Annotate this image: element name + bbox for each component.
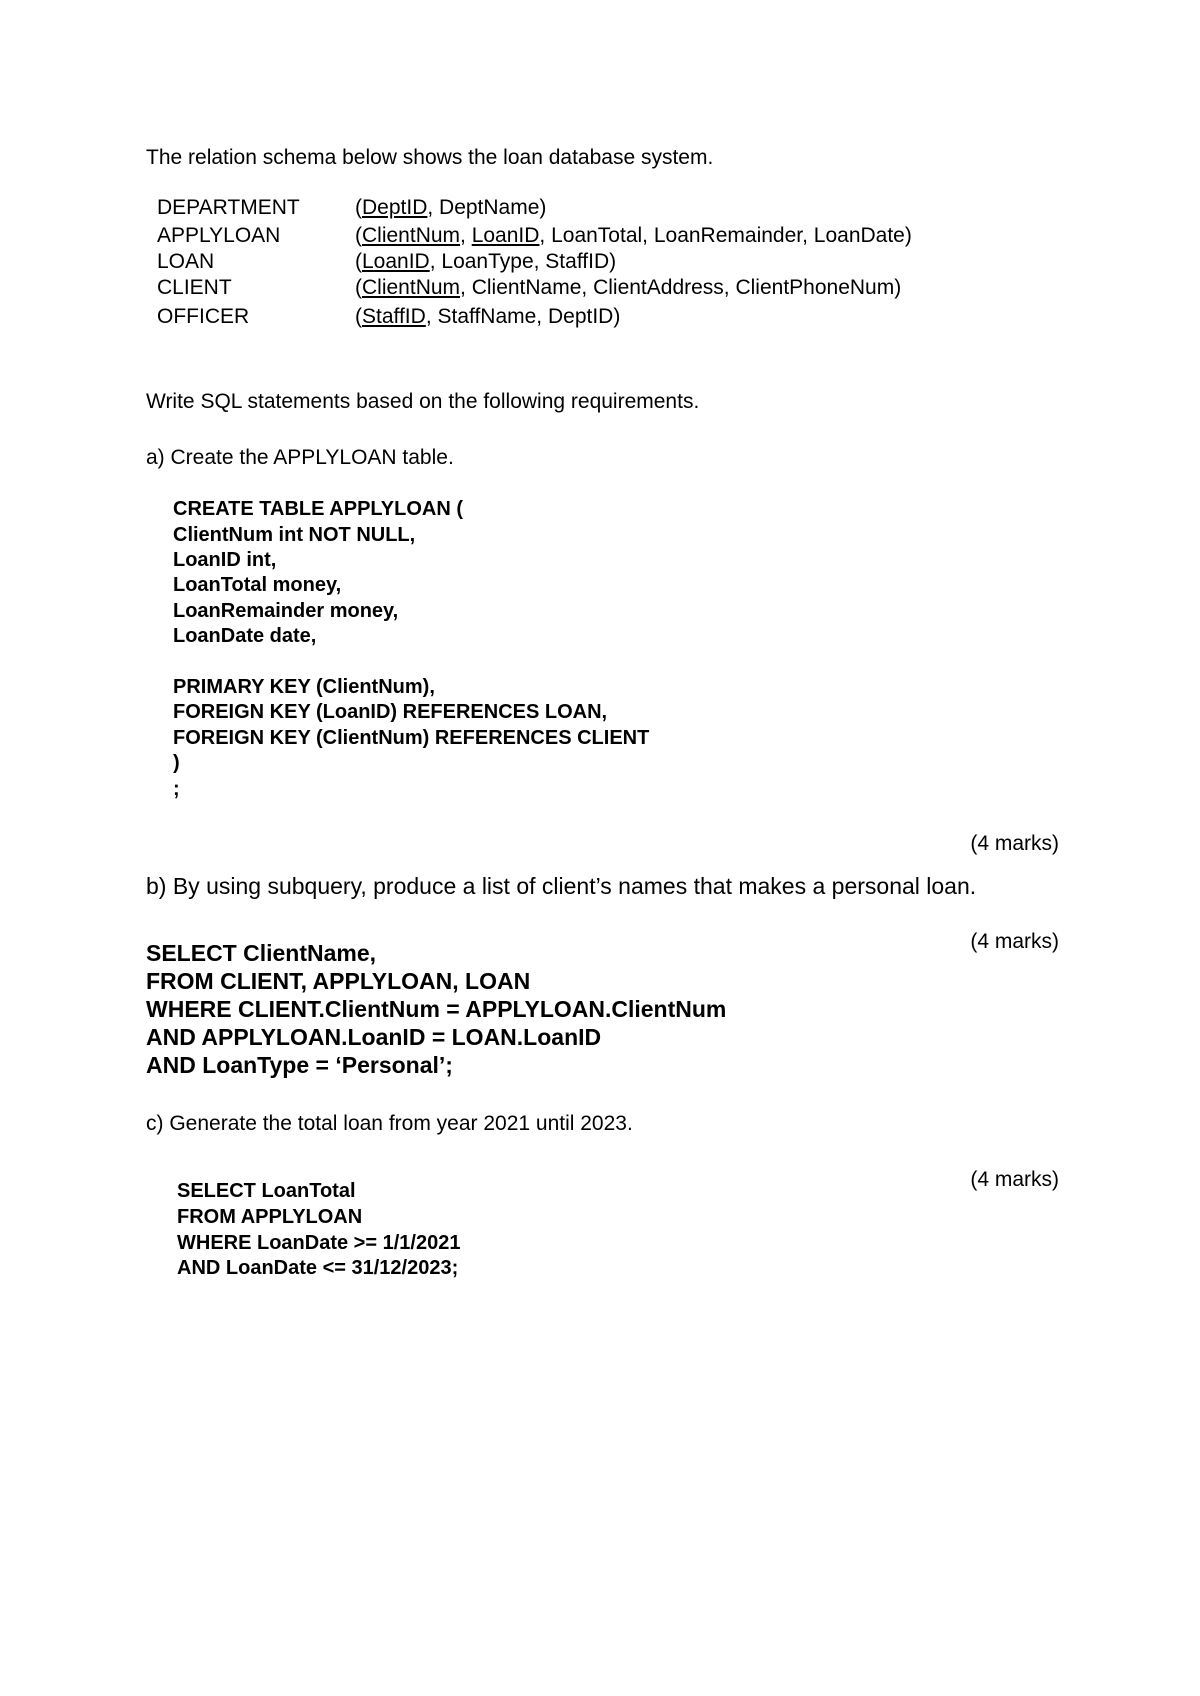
primary-key: LoanID <box>362 250 430 273</box>
schema-attributes <box>355 305 620 329</box>
code-line: ; <box>173 778 180 800</box>
primary-key: ClientNum <box>362 224 461 247</box>
marks-label: (4 marks) <box>970 1168 1059 1191</box>
schema-rest: , ClientName, ClientAddress, ClientPhoneNum) <box>460 276 902 299</box>
schema-rest: , LoanTotal, LoanRemainder, LoanDate) <box>539 224 912 247</box>
primary-key: ClientNum <box>362 276 461 299</box>
code-line: LoanID int, <box>173 549 277 571</box>
schema-paren: ( <box>355 276 362 299</box>
code-line: FOREIGN KEY (LoanID) REFERENCES LOAN, <box>173 701 608 723</box>
schema-table-name: LOAN <box>157 250 215 273</box>
schema-row-client <box>157 276 902 302</box>
marks-label: (4 marks) <box>970 930 1059 953</box>
code-line: AND LoanDate <= 31/12/2023; <box>177 1257 459 1279</box>
schema-attributes <box>355 224 912 248</box>
code-line: FROM CLIENT, APPLYLOAN, LOAN <box>146 968 531 994</box>
code-line: AND APPLYLOAN.LoanID = LOAN.LoanID <box>146 1024 602 1050</box>
schema-row-officer <box>157 305 621 331</box>
schema-row-applyloan <box>157 224 912 250</box>
schema-table-name: CLIENT <box>157 276 232 299</box>
code-line: PRIMARY KEY (ClientNum), <box>173 676 435 698</box>
schema-rest: , DeptName) <box>427 196 547 219</box>
schema-paren: ( <box>355 250 362 273</box>
schema-table-name: DEPARTMENT <box>157 196 300 219</box>
schema-sep: , <box>460 224 472 247</box>
code-line: FOREIGN KEY (ClientNum) REFERENCES CLIENT <box>173 727 650 749</box>
schema-rest: , LoanType, StaffID) <box>429 250 617 273</box>
code-line: SELECT ClientName, <box>146 940 377 966</box>
code-line: SELECT LoanTotal <box>177 1180 356 1202</box>
code-line: WHERE LoanDate >= 1/1/2021 <box>177 1232 461 1254</box>
code-line: FROM APPLYLOAN <box>177 1206 363 1228</box>
intro-text: The relation schema below shows the loan database system. <box>146 146 714 169</box>
code-line: LoanDate date, <box>173 625 317 647</box>
schema-paren: ( <box>355 305 362 328</box>
code-line: ) <box>173 752 180 774</box>
schema-attributes <box>355 196 546 220</box>
schema-paren: ( <box>355 196 362 219</box>
schema-row-department <box>157 196 547 222</box>
code-line: CREATE TABLE APPLYLOAN ( <box>173 498 464 520</box>
schema-table-name: OFFICER <box>157 305 250 328</box>
question-c-prompt: c) Generate the total loan from year 2021 until 2023. <box>146 1112 633 1135</box>
schema-attributes <box>355 250 616 274</box>
code-line: WHERE CLIENT.ClientNum = APPLYLOAN.ClientNum <box>146 996 727 1022</box>
schema-attributes <box>355 276 901 300</box>
primary-key: DeptID <box>362 196 428 219</box>
code-line: LoanTotal money, <box>173 574 342 596</box>
schema-table-name: APPLYLOAN <box>157 224 281 247</box>
question-a-prompt: a) Create the APPLYLOAN table. <box>146 446 454 469</box>
code-line: AND LoanType = ‘Personal’; <box>146 1052 453 1078</box>
schema-paren: ( <box>355 224 362 247</box>
primary-key: StaffID <box>362 305 426 328</box>
marks-label: (4 marks) <box>970 832 1059 855</box>
question-b-prompt: b) By using subquery, produce a list of client’s names that makes a personal loan. <box>146 873 977 899</box>
primary-key: LoanID <box>471 224 540 247</box>
code-line: ClientNum int NOT NULL, <box>173 524 416 546</box>
instruction-text: Write SQL statements based on the following requirements. <box>146 390 700 413</box>
code-line: LoanRemainder money, <box>173 600 399 622</box>
schema-row-loan <box>157 250 617 276</box>
schema-rest: , StaffName, DeptID) <box>425 305 621 328</box>
